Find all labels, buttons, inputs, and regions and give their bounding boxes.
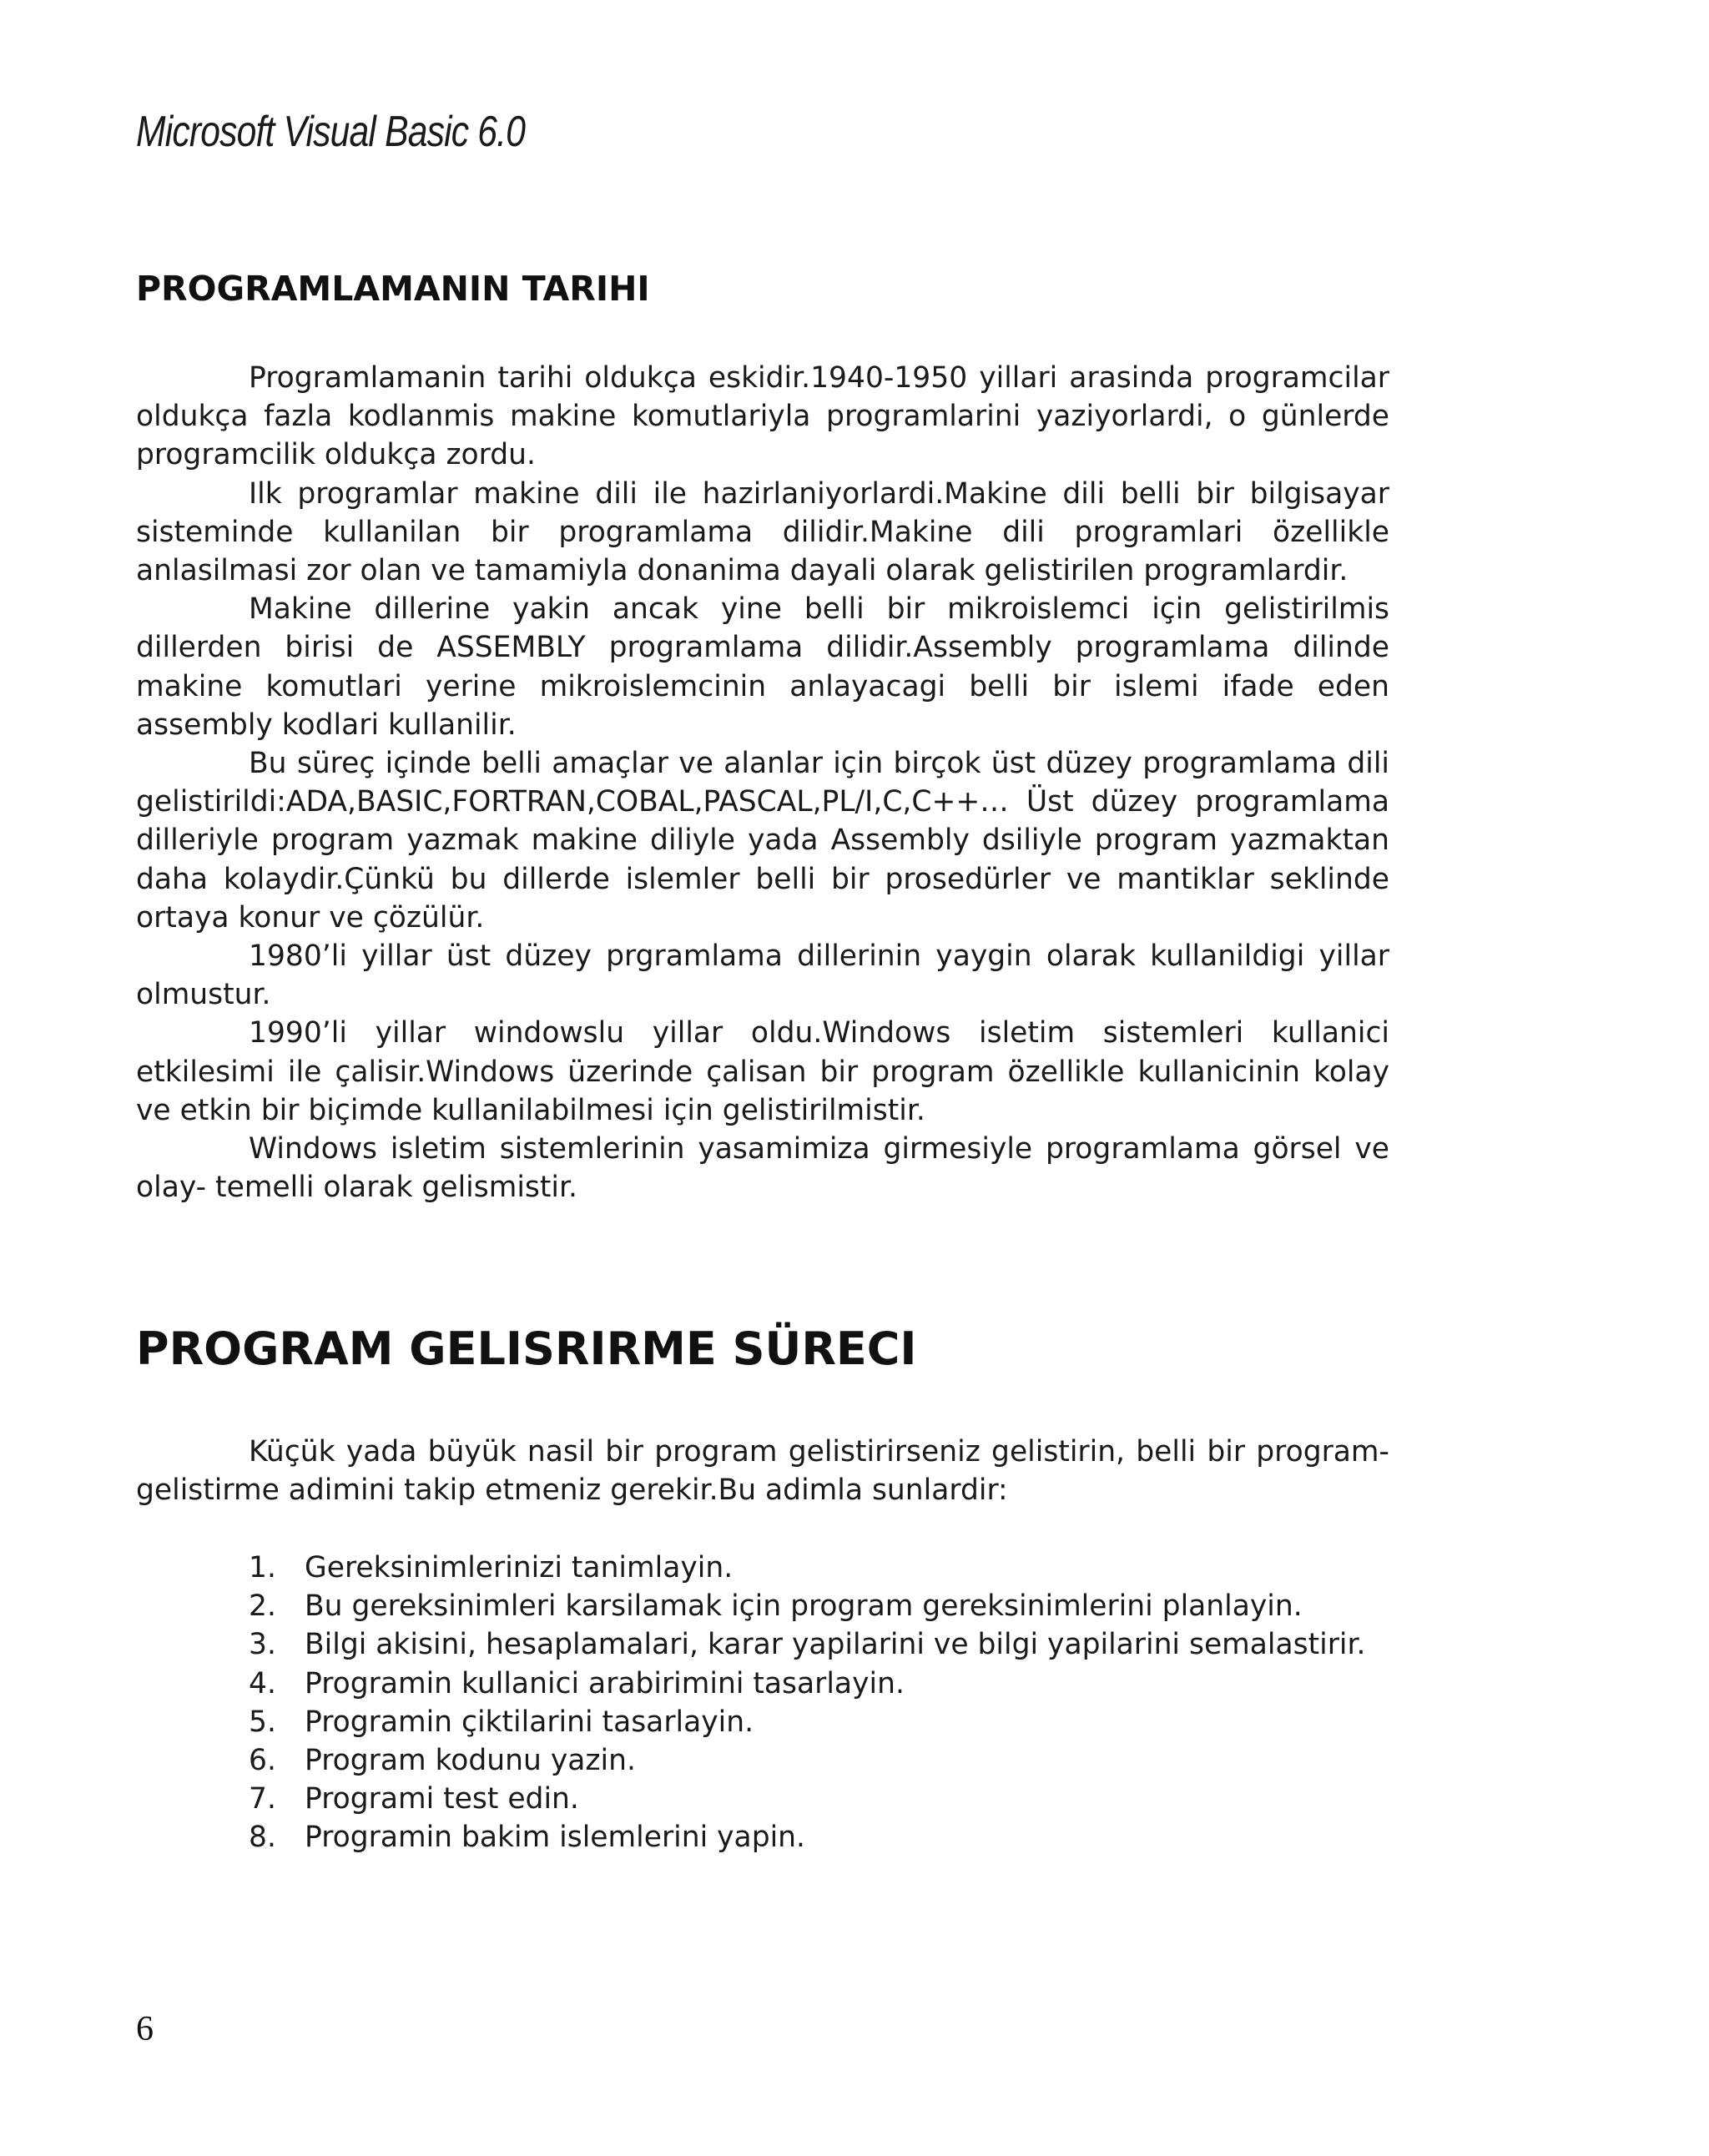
list-item bbox=[136, 1587, 1389, 1625]
list-item-number: 3. bbox=[249, 1628, 276, 1662]
list-item bbox=[136, 1818, 1389, 1856]
paragraph: Makine dillerine yakin ancak yine belli bir mikroislemci için gelistirilmis dillerden birisi de ASSEMBLY programlama dilidir.Assembly programlama dilinde makine komutlari yerine mikroislemcinin anlayacagi belli bir islemi ifade eden assembly kodlari kullanilir. bbox=[136, 592, 1389, 742]
list-item bbox=[136, 1549, 1389, 1587]
section-heading-program-gelistirme: PROGRAM GELISRIRME SÜRECI bbox=[136, 1322, 917, 1375]
list-item-number: 8. bbox=[249, 1821, 276, 1855]
list-item-number: 6. bbox=[249, 1744, 276, 1778]
paragraph: Programlamanin tarihi oldukça eskidir.1940-1950 yillari arasinda programcilar oldukça fazla kodlanmis makine komutlariyla programlarini yaziyorlardi, o günlerde programcilik oldukça zordu. bbox=[136, 361, 1389, 472]
page-number: 6 bbox=[136, 2010, 154, 2048]
list-item-text: Programin çiktilarini tasarlayin. bbox=[305, 1705, 754, 1739]
list-item-text: Bilgi akisini, hesaplamalari, karar yapilarini ve bilgi yapilarini semalastirir. bbox=[305, 1628, 1366, 1662]
list-item-number: 1. bbox=[249, 1551, 276, 1584]
paragraph: Bu süreç içinde belli amaçlar ve alanlar için birçok üst düzey programlama dili gelistirildi:ADA,BASIC,FORTRAN,COBAL,PASCAL,PL/I,C,C++… Üst düzey programlama dilleriyle program yazmak makine diliyle yada Assembly dsiliyle program yazmaktan daha kolaydir.Çünkü bu dillerde islemler belli bir prosedürler ve mantiklar seklinde ortaya konur ve çözülür. bbox=[136, 747, 1389, 934]
list-item bbox=[136, 1665, 1389, 1703]
paragraph: Windows isletim sistemlerinin yasamimiza girmesiyle programlama görsel ve olay- temelli olarak gelismistir. bbox=[136, 1132, 1389, 1205]
list-item-number: 2. bbox=[249, 1589, 276, 1624]
paragraph: Ilk programlar makine dili ile hazirlaniyorlardi.Makine dili belli bir bilgisayar sisteminde kullanilan bir programlama dilidir.Makine dili programlari özellikle anlasilmasi zor olan ve tamamiyla donanima dayali olarak gelistirilen programlardir. bbox=[136, 476, 1389, 588]
list-item-number: 5. bbox=[249, 1705, 276, 1739]
list-item-number: 7. bbox=[249, 1782, 276, 1816]
list-item-text: Programin kullanici arabirimini tasarlayin. bbox=[305, 1666, 905, 1700]
list-item bbox=[136, 1703, 1389, 1741]
list-item-text: Program kodunu yazin. bbox=[305, 1744, 636, 1778]
running-header: Microsoft Visual Basic 6.0 bbox=[136, 108, 526, 156]
paragraph: 1990’li yillar windowslu yillar oldu.Windows isletim sistemleri kullanici etkilesimi ile çalisir.Windows üzerinde çalisan bir program özellikle kullanicinin kolay ve etkin bir biçimde kullanilabilmesi için gelistirilmistir. bbox=[136, 1016, 1389, 1127]
list-item bbox=[136, 1741, 1389, 1780]
paragraph: Küçük yada büyük nasil bir program gelistirirseniz gelistirin, belli bir program-gelistirme adimini takip etmeniz gerekir.Bu adimla sunlardir: bbox=[136, 1435, 1389, 1508]
paragraph: 1980’li yillar üst düzey prgramlama dillerinin yaygin olarak kullanildigi yillar olmustur. bbox=[136, 939, 1389, 1012]
list-item-text: Bu gereksinimleri karsilamak için program gereksinimlerini planlayin. bbox=[305, 1589, 1303, 1624]
list-item-number: 4. bbox=[249, 1666, 276, 1700]
section-body-programlama-tarihi bbox=[136, 359, 1389, 1206]
development-steps-list bbox=[136, 1549, 1389, 1857]
list-item bbox=[136, 1780, 1389, 1818]
list-item-text: Gereksinimlerinizi tanimlayin. bbox=[305, 1551, 734, 1584]
section-heading-programlama-tarihi: PROGRAMLAMANIN TARIHI bbox=[136, 269, 650, 309]
section-intro-program-gelistirme bbox=[136, 1433, 1389, 1509]
list-item bbox=[136, 1625, 1389, 1664]
list-item-text: Programi test edin. bbox=[305, 1782, 579, 1816]
list-item-text: Programin bakim islemlerini yapin. bbox=[305, 1821, 806, 1855]
